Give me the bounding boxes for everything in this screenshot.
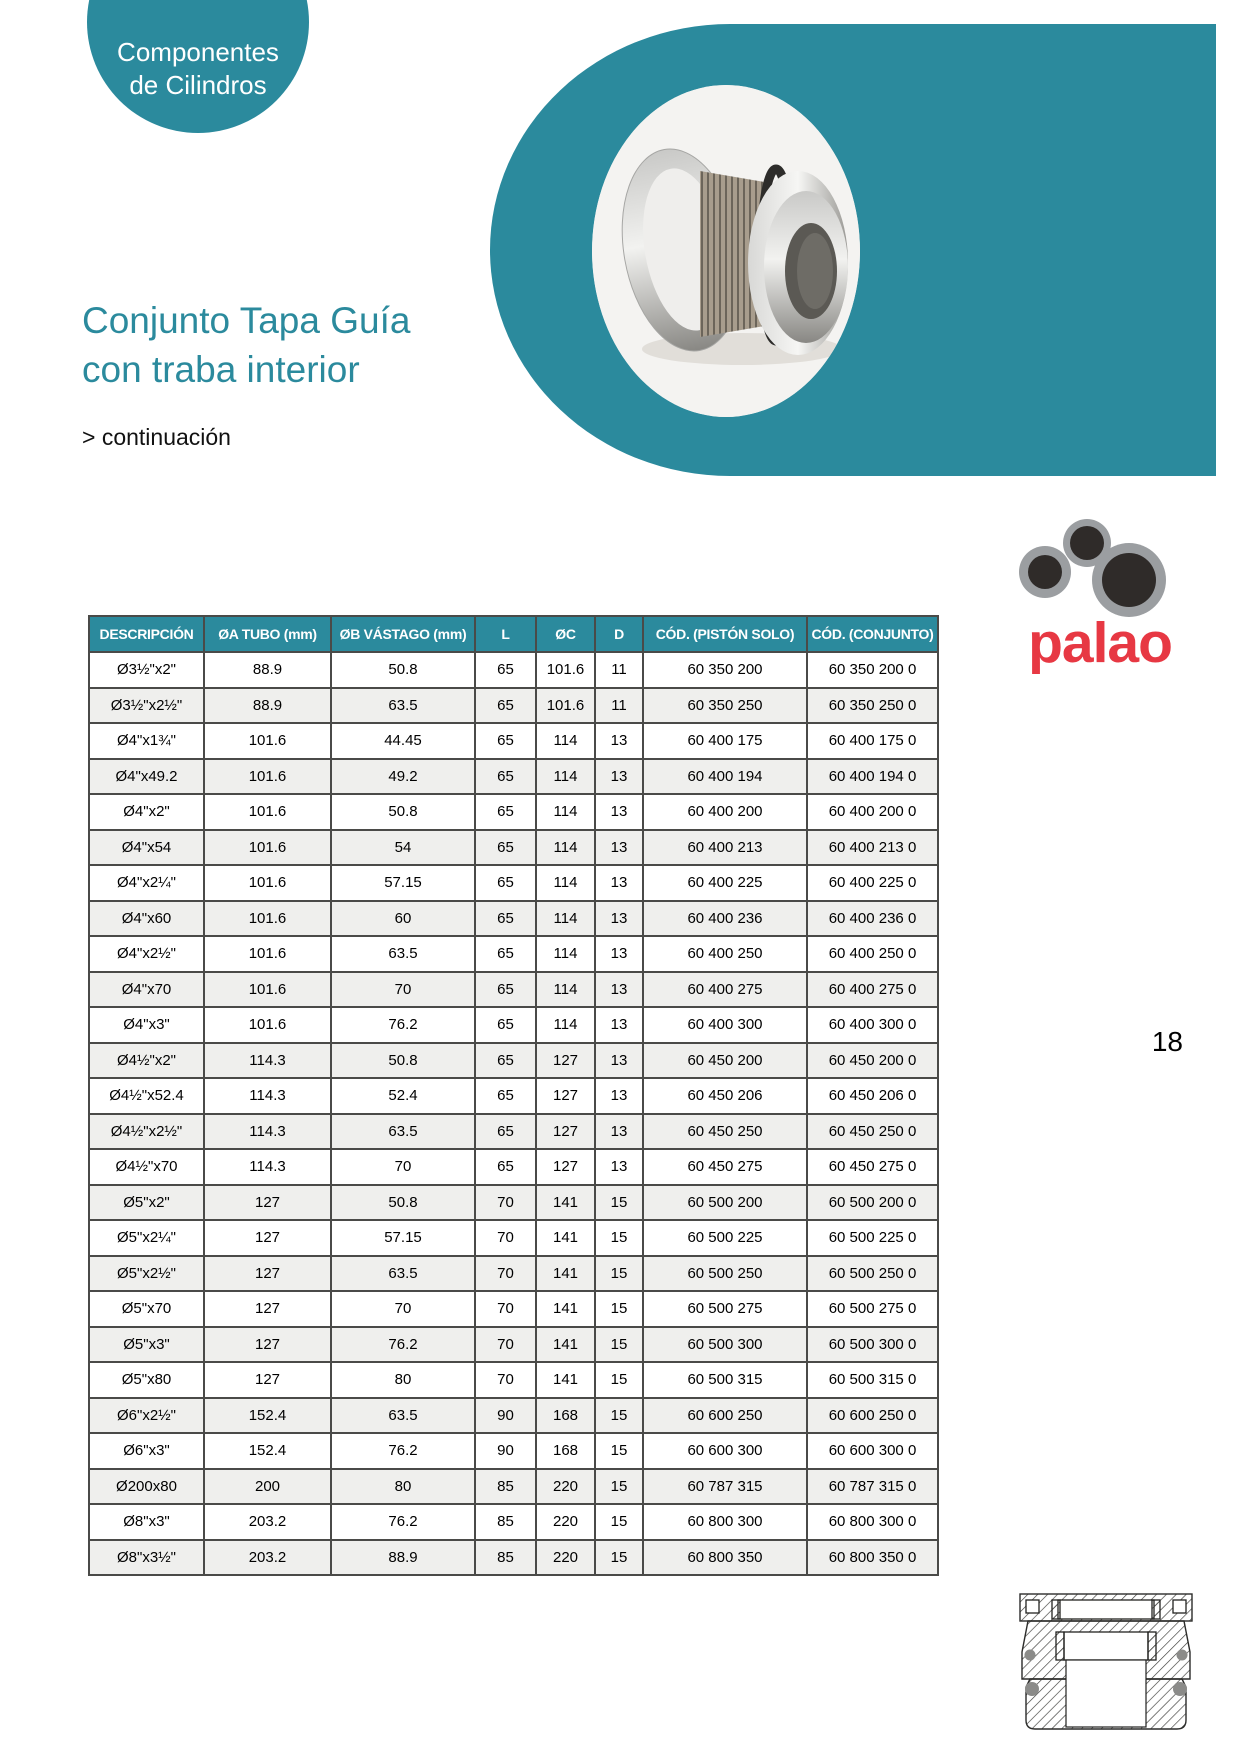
table-row [89, 688, 938, 724]
table-cell: Ø4½"x2½" [89, 1114, 204, 1150]
table-cell: 15 [595, 1504, 643, 1540]
table-row [89, 723, 938, 759]
category-badge-line2: de Cilindros [129, 70, 267, 100]
table-row [89, 1114, 938, 1150]
table-cell: 114 [536, 865, 595, 901]
table-cell: 63.5 [331, 1398, 475, 1434]
table-cell: 127 [536, 1078, 595, 1114]
table-cell: 60 600 300 [643, 1433, 807, 1469]
table-cell: 60 400 300 0 [807, 1007, 938, 1043]
table-cell: Ø6"x3" [89, 1433, 204, 1469]
table-row [89, 972, 938, 1008]
table-cell: 60 500 300 0 [807, 1327, 938, 1363]
table-cell: 65 [475, 865, 536, 901]
table-cell: 13 [595, 830, 643, 866]
table-cell: 200 [204, 1469, 331, 1505]
table-cell: 114 [536, 723, 595, 759]
table-cell: 65 [475, 972, 536, 1008]
table-cell: 65 [475, 794, 536, 830]
table-cell: 168 [536, 1433, 595, 1469]
table-cell: 13 [595, 865, 643, 901]
table-cell: 60 400 175 [643, 723, 807, 759]
table-cell: 76.2 [331, 1504, 475, 1540]
table-cell: 76.2 [331, 1327, 475, 1363]
table-cell: 70 [331, 1291, 475, 1327]
table-cell: 203.2 [204, 1540, 331, 1576]
table-cell: 60 400 225 [643, 865, 807, 901]
table-row [89, 759, 938, 795]
table-cell: 90 [475, 1433, 536, 1469]
table-cell: 60 500 275 0 [807, 1291, 938, 1327]
table-cell: 60 450 275 [643, 1149, 807, 1185]
table-cell: 101.6 [204, 936, 331, 972]
table-cell: 60 787 315 [643, 1469, 807, 1505]
table-cell: 60 450 250 [643, 1114, 807, 1150]
table-cell: Ø4½"x52.4 [89, 1078, 204, 1114]
table-cell: 127 [204, 1327, 331, 1363]
table-row [89, 1504, 938, 1540]
table-cell: 60 500 200 [643, 1185, 807, 1221]
column-header: ØA TUBO (mm) [204, 616, 331, 652]
table-cell: 152.4 [204, 1433, 331, 1469]
table-row [89, 1185, 938, 1221]
table-head [89, 616, 938, 652]
table-cell: 88.9 [204, 688, 331, 724]
table-cell: 13 [595, 759, 643, 795]
table-cell: 63.5 [331, 1256, 475, 1292]
table-cell: Ø5"x3" [89, 1327, 204, 1363]
table-cell: Ø5"x80 [89, 1362, 204, 1398]
table-row [89, 1469, 938, 1505]
table-cell: 60 400 213 0 [807, 830, 938, 866]
table-cell: 65 [475, 1007, 536, 1043]
table-cell: 101.6 [536, 688, 595, 724]
table-cell: 60 450 206 0 [807, 1078, 938, 1114]
table-cell: 13 [595, 972, 643, 1008]
table-cell: 60 800 350 [643, 1540, 807, 1576]
table-cell: Ø8"x3" [89, 1504, 204, 1540]
table-cell: 65 [475, 936, 536, 972]
table-cell: 65 [475, 1114, 536, 1150]
table-row [89, 1043, 938, 1079]
table-cell: 13 [595, 1114, 643, 1150]
column-header: CÓD. (CONJUNTO) [807, 616, 938, 652]
table-cell: 50.8 [331, 1185, 475, 1221]
table-cell: 60 800 300 [643, 1504, 807, 1540]
table-cell: 60 350 200 0 [807, 652, 938, 688]
column-header: CÓD. (PISTÓN SOLO) [643, 616, 807, 652]
column-header: ØC [536, 616, 595, 652]
table-cell: 15 [595, 1469, 643, 1505]
table-cell: 127 [204, 1256, 331, 1292]
table-cell: 114.3 [204, 1043, 331, 1079]
table-cell: Ø6"x2½" [89, 1398, 204, 1434]
table-cell: 101.6 [204, 723, 331, 759]
table-body [89, 652, 938, 1575]
table-cell: 13 [595, 901, 643, 937]
table-cell: 168 [536, 1398, 595, 1434]
table-row [89, 652, 938, 688]
table-cell: 49.2 [331, 759, 475, 795]
table-cell: 57.15 [331, 1220, 475, 1256]
product-table [88, 615, 939, 1576]
product-photo [592, 85, 860, 417]
table-cell: 60 400 250 0 [807, 936, 938, 972]
table-cell: 60 500 250 0 [807, 1256, 938, 1292]
table-cell: Ø4"x2½" [89, 936, 204, 972]
table-cell: 65 [475, 1149, 536, 1185]
table-cell: 15 [595, 1185, 643, 1221]
table-cell: 114 [536, 972, 595, 1008]
table-cell: 54 [331, 830, 475, 866]
table-row [89, 1327, 938, 1363]
column-header: L [475, 616, 536, 652]
table-cell: 141 [536, 1256, 595, 1292]
table-cell: 11 [595, 652, 643, 688]
table-cell: 44.45 [331, 723, 475, 759]
table-cell: 70 [475, 1291, 536, 1327]
table-cell: Ø4"x70 [89, 972, 204, 1008]
table-cell: 60 450 200 0 [807, 1043, 938, 1079]
table-cell: 152.4 [204, 1398, 331, 1434]
three-rings-icon [1005, 508, 1175, 623]
table-cell: Ø5"x70 [89, 1291, 204, 1327]
table-cell: 101.6 [204, 1007, 331, 1043]
column-header: DESCRIPCIÓN [89, 616, 204, 652]
table-row [89, 1433, 938, 1469]
table-cell: 60 400 225 0 [807, 865, 938, 901]
table-cell: 60 400 175 0 [807, 723, 938, 759]
table-cell: 15 [595, 1256, 643, 1292]
table-cell: 60 350 250 0 [807, 688, 938, 724]
table-cell: 60 400 200 0 [807, 794, 938, 830]
table-cell: 13 [595, 794, 643, 830]
table-row [89, 1078, 938, 1114]
table-cell: 141 [536, 1220, 595, 1256]
table-cell: 65 [475, 723, 536, 759]
table-cell: 60 400 236 [643, 901, 807, 937]
table-cell: 60 600 300 0 [807, 1433, 938, 1469]
table-row [89, 936, 938, 972]
table-cell: 65 [475, 901, 536, 937]
table-cell: 57.15 [331, 865, 475, 901]
table-cell: 13 [595, 1043, 643, 1079]
table-cell: Ø4"x2¼" [89, 865, 204, 901]
table-cell: 70 [475, 1256, 536, 1292]
table-cell: 85 [475, 1469, 536, 1505]
table-cell: 114.3 [204, 1114, 331, 1150]
table-cell: 15 [595, 1291, 643, 1327]
table-cell: 114 [536, 830, 595, 866]
table-cell: 15 [595, 1362, 643, 1398]
table-cell: 114.3 [204, 1078, 331, 1114]
table-row [89, 1540, 938, 1576]
table-cell: 101.6 [204, 972, 331, 1008]
table-cell: 101.6 [536, 652, 595, 688]
table-row [89, 1149, 938, 1185]
table-cell: 60 450 250 0 [807, 1114, 938, 1150]
table-cell: 70 [475, 1327, 536, 1363]
table-cell: 114 [536, 1007, 595, 1043]
table-cell: 13 [595, 723, 643, 759]
table-cell: 127 [204, 1291, 331, 1327]
table-cell: 60 787 315 0 [807, 1469, 938, 1505]
table-cell: 52.4 [331, 1078, 475, 1114]
table-cell: 60 800 300 0 [807, 1504, 938, 1540]
table-cell: Ø4"x1¾" [89, 723, 204, 759]
table-cell: Ø4"x60 [89, 901, 204, 937]
table-cell: 70 [475, 1185, 536, 1221]
table-cell: 60 400 213 [643, 830, 807, 866]
page-number: 18 [1151, 1026, 1183, 1057]
table-cell: 114.3 [204, 1149, 331, 1185]
table-cell: Ø4"x54 [89, 830, 204, 866]
table-cell: 13 [595, 1078, 643, 1114]
table-row [89, 1220, 938, 1256]
table-cell: Ø3½"x2½" [89, 688, 204, 724]
table-cell: 80 [331, 1469, 475, 1505]
table-cell: 65 [475, 759, 536, 795]
table-cell: 60 500 225 0 [807, 1220, 938, 1256]
table-cell: 127 [536, 1149, 595, 1185]
column-header: D [595, 616, 643, 652]
table-cell: 63.5 [331, 1114, 475, 1150]
table-row [89, 1362, 938, 1398]
table-cell: 60 400 200 [643, 794, 807, 830]
table-cell: 11 [595, 688, 643, 724]
table-cell: 15 [595, 1327, 643, 1363]
table-cell: 60 400 194 [643, 759, 807, 795]
table-cell: 127 [204, 1185, 331, 1221]
table-cell: 127 [536, 1114, 595, 1150]
table-cell: 60 500 275 [643, 1291, 807, 1327]
table-cell: 101.6 [204, 759, 331, 795]
table-cell: Ø200x80 [89, 1469, 204, 1505]
table-cell: 65 [475, 1078, 536, 1114]
table-cell: 60 500 300 [643, 1327, 807, 1363]
table-cell: 101.6 [204, 865, 331, 901]
table-cell: 88.9 [204, 652, 331, 688]
table-row [89, 1007, 938, 1043]
table-cell: 60 500 200 0 [807, 1185, 938, 1221]
table-cell: 15 [595, 1540, 643, 1576]
page-title-line2: con traba interior [82, 349, 360, 390]
table-cell: 60 400 275 [643, 972, 807, 1008]
table-cell: 60 600 250 0 [807, 1398, 938, 1434]
table-cell: 70 [475, 1362, 536, 1398]
table-cell: 76.2 [331, 1433, 475, 1469]
table-cell: 101.6 [204, 794, 331, 830]
table-cell: 60 350 200 [643, 652, 807, 688]
table-cell: 15 [595, 1433, 643, 1469]
continuation-label: > continuación [82, 424, 231, 450]
table-cell: Ø5"x2¼" [89, 1220, 204, 1256]
category-badge [87, 0, 309, 133]
table-cell: 60 400 236 0 [807, 901, 938, 937]
table-cell: 50.8 [331, 794, 475, 830]
table-cell: 60 450 275 0 [807, 1149, 938, 1185]
table-row [89, 1256, 938, 1292]
table-cell: Ø4½"x2" [89, 1043, 204, 1079]
table-cell: Ø4"x3" [89, 1007, 204, 1043]
table-cell: 50.8 [331, 1043, 475, 1079]
table-cell: 85 [475, 1504, 536, 1540]
table-cell: 65 [475, 830, 536, 866]
table-cell: 60 500 315 [643, 1362, 807, 1398]
table-cell: 60 400 300 [643, 1007, 807, 1043]
palao-logo [1000, 508, 1210, 688]
column-header: ØB VÁSTAGO (mm) [331, 616, 475, 652]
table-cell: 76.2 [331, 1007, 475, 1043]
table-cell: 141 [536, 1362, 595, 1398]
table-cell: 141 [536, 1185, 595, 1221]
table-cell: 114 [536, 759, 595, 795]
table-cell: 60 [331, 901, 475, 937]
table-row [89, 1398, 938, 1434]
table-row [89, 901, 938, 937]
table-cell: Ø4"x49.2 [89, 759, 204, 795]
category-badge-label [87, 36, 309, 102]
table-cell: 60 500 315 0 [807, 1362, 938, 1398]
table-cell: 60 600 250 [643, 1398, 807, 1434]
table-cell: 60 800 350 0 [807, 1540, 938, 1576]
table-cell: 60 450 206 [643, 1078, 807, 1114]
table-cell: 127 [536, 1043, 595, 1079]
table-cell: 70 [331, 972, 475, 1008]
table-cell: 15 [595, 1398, 643, 1434]
table-cell: 101.6 [204, 901, 331, 937]
table-cell: 127 [204, 1362, 331, 1398]
table-row [89, 865, 938, 901]
table-cell: Ø5"x2" [89, 1185, 204, 1221]
table-cell: 15 [595, 1220, 643, 1256]
table-cell: 88.9 [331, 1540, 475, 1576]
hero-teal-shape [490, 24, 1216, 476]
table-cell: 220 [536, 1469, 595, 1505]
table-cell: 90 [475, 1398, 536, 1434]
table-cell: 80 [331, 1362, 475, 1398]
table-cell: 203.2 [204, 1504, 331, 1540]
table-cell: 50.8 [331, 652, 475, 688]
table-cell: 13 [595, 1149, 643, 1185]
table-cell: 60 350 250 [643, 688, 807, 724]
table-cell: 114 [536, 901, 595, 937]
table-cell: 70 [331, 1149, 475, 1185]
table-row [89, 830, 938, 866]
page-title-line1: Conjunto Tapa Guía [82, 300, 411, 341]
table-cell: 65 [475, 688, 536, 724]
table-cell: 70 [475, 1220, 536, 1256]
table-cell: 60 400 194 0 [807, 759, 938, 795]
table-cell: Ø4½"x70 [89, 1149, 204, 1185]
table-cell: Ø5"x2½" [89, 1256, 204, 1292]
category-badge-line1: Componentes [117, 37, 279, 67]
table-cell: 141 [536, 1327, 595, 1363]
table-cell: 60 450 200 [643, 1043, 807, 1079]
table-cell: 85 [475, 1540, 536, 1576]
table-cell: 101.6 [204, 830, 331, 866]
table-cell: 60 400 250 [643, 936, 807, 972]
table-cell: 60 500 225 [643, 1220, 807, 1256]
page-title [82, 296, 410, 394]
table-cell: 13 [595, 1007, 643, 1043]
table-cell: 220 [536, 1504, 595, 1540]
table-cell: 127 [204, 1220, 331, 1256]
technical-drawing-icon [1000, 1592, 1212, 1732]
table-cell: 141 [536, 1291, 595, 1327]
table-cell: 60 400 275 0 [807, 972, 938, 1008]
table-cell: 114 [536, 794, 595, 830]
table-cell: Ø4"x2" [89, 794, 204, 830]
table-cell: 65 [475, 1043, 536, 1079]
table-row [89, 1291, 938, 1327]
palao-logo-text: palao [1028, 611, 1172, 675]
guide-cap-photo-icon [592, 85, 860, 417]
table-cell: 220 [536, 1540, 595, 1576]
table-cell: Ø8"x3½" [89, 1540, 204, 1576]
table-cell: 65 [475, 652, 536, 688]
table-cell: Ø3½"x2" [89, 652, 204, 688]
table-cell: 63.5 [331, 688, 475, 724]
table-cell: 63.5 [331, 936, 475, 972]
table-cell: 114 [536, 936, 595, 972]
table-cell: 13 [595, 936, 643, 972]
table-row [89, 794, 938, 830]
table-cell: 60 500 250 [643, 1256, 807, 1292]
